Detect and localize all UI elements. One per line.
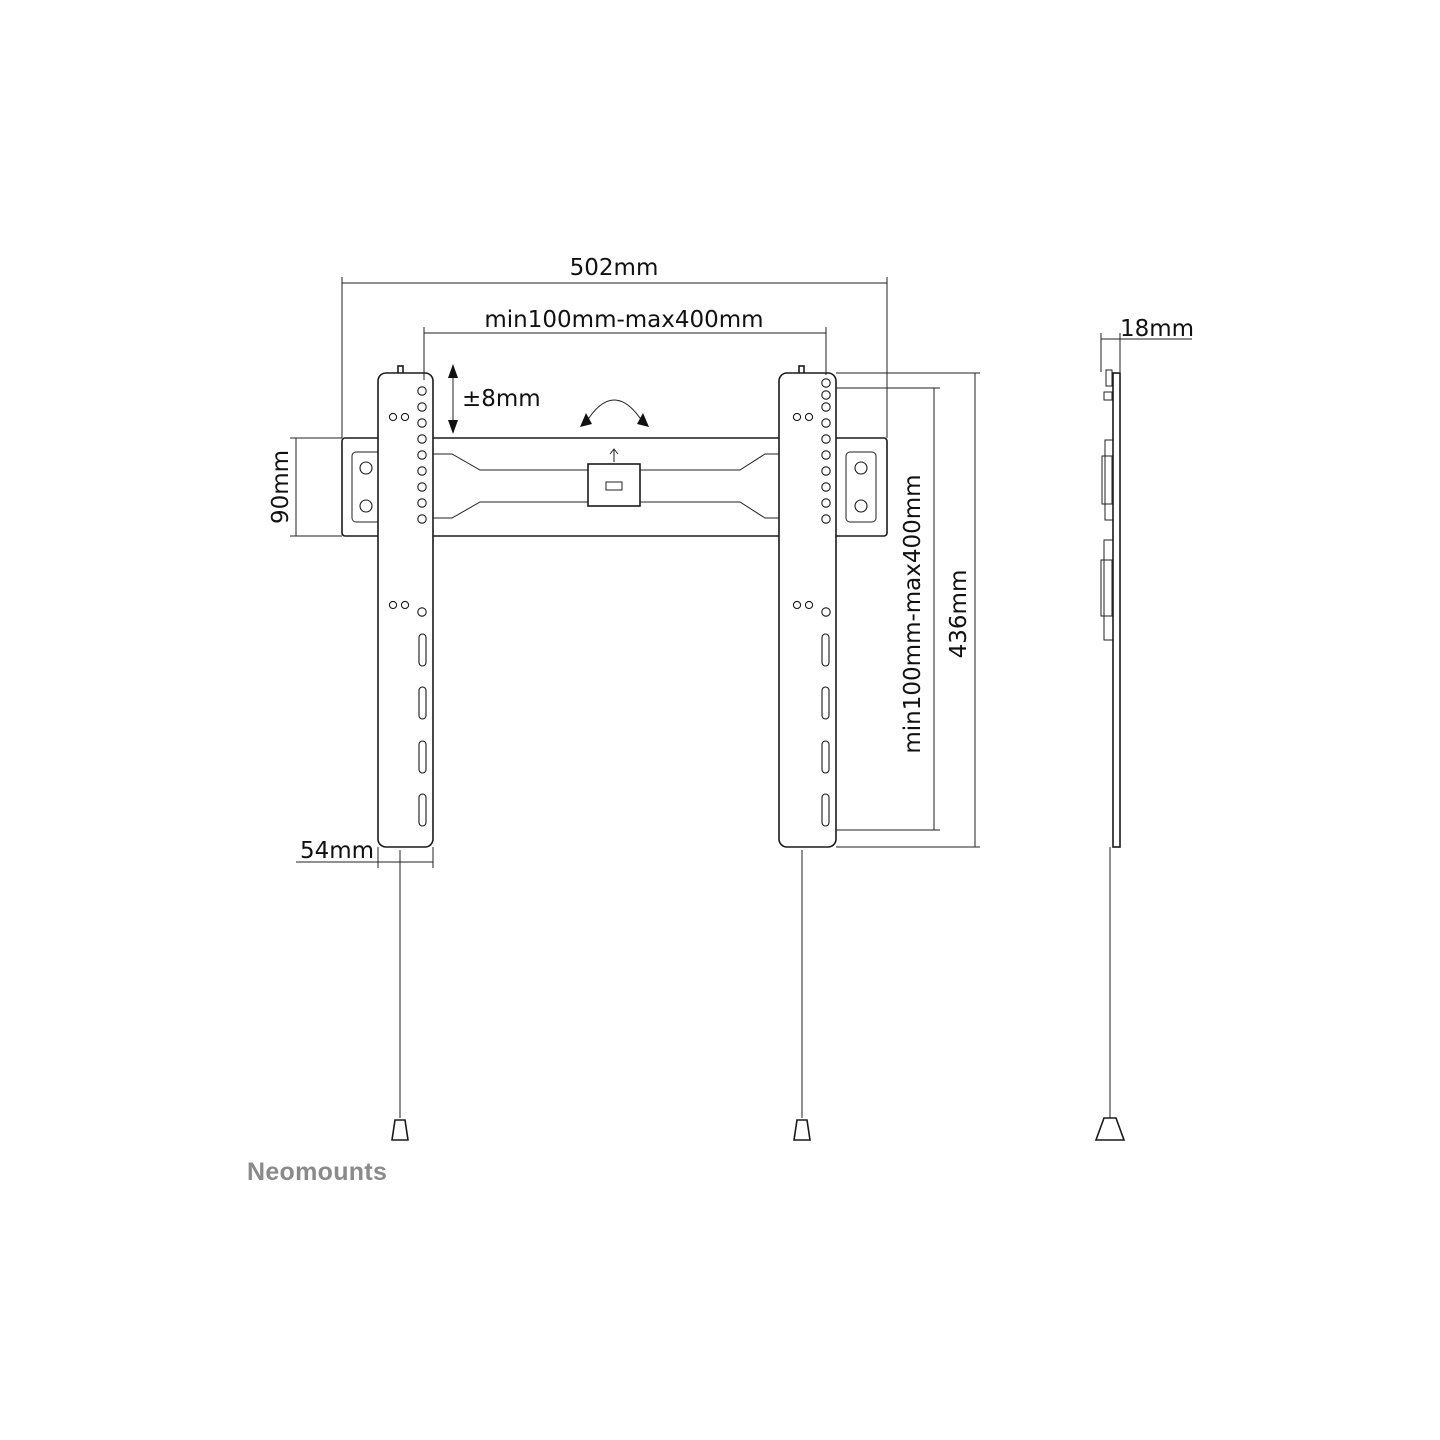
left-arm — [378, 366, 433, 1140]
dimension-vertical-adjust — [448, 364, 541, 434]
wall-plate-hole — [855, 500, 867, 512]
front-view — [268, 255, 980, 1140]
side-view — [1096, 316, 1194, 1140]
overall-width-label: 502mm — [569, 255, 659, 281]
right-arm — [779, 366, 836, 1140]
tilt-arrow-icon — [580, 400, 649, 427]
vesa-height-label: min100mm-max400mm — [900, 474, 926, 754]
wall-plate-height-label: 90mm — [268, 449, 294, 525]
vesa-width-label: min100mm-max400mm — [484, 307, 764, 333]
dimension-vesa-width — [424, 307, 826, 380]
wall-plate-hole — [360, 500, 372, 512]
dimension-depth — [1101, 316, 1194, 372]
wall-plate-hole — [855, 462, 867, 474]
vertical-adjust-label: ±8mm — [462, 386, 541, 412]
arm-height-label: 436mm — [946, 569, 972, 659]
center-lock — [588, 464, 640, 506]
side-cord-handle — [1096, 1118, 1124, 1140]
wall-plate-hole — [360, 462, 372, 474]
arm-width-label: 54mm — [300, 838, 375, 864]
right-cord-handle — [794, 1120, 810, 1140]
left-cord-handle — [392, 1120, 408, 1140]
depth-label: 18mm — [1120, 316, 1195, 342]
brand-logo: Neomounts — [247, 1158, 388, 1186]
dimension-wall-plate-height — [268, 438, 342, 536]
